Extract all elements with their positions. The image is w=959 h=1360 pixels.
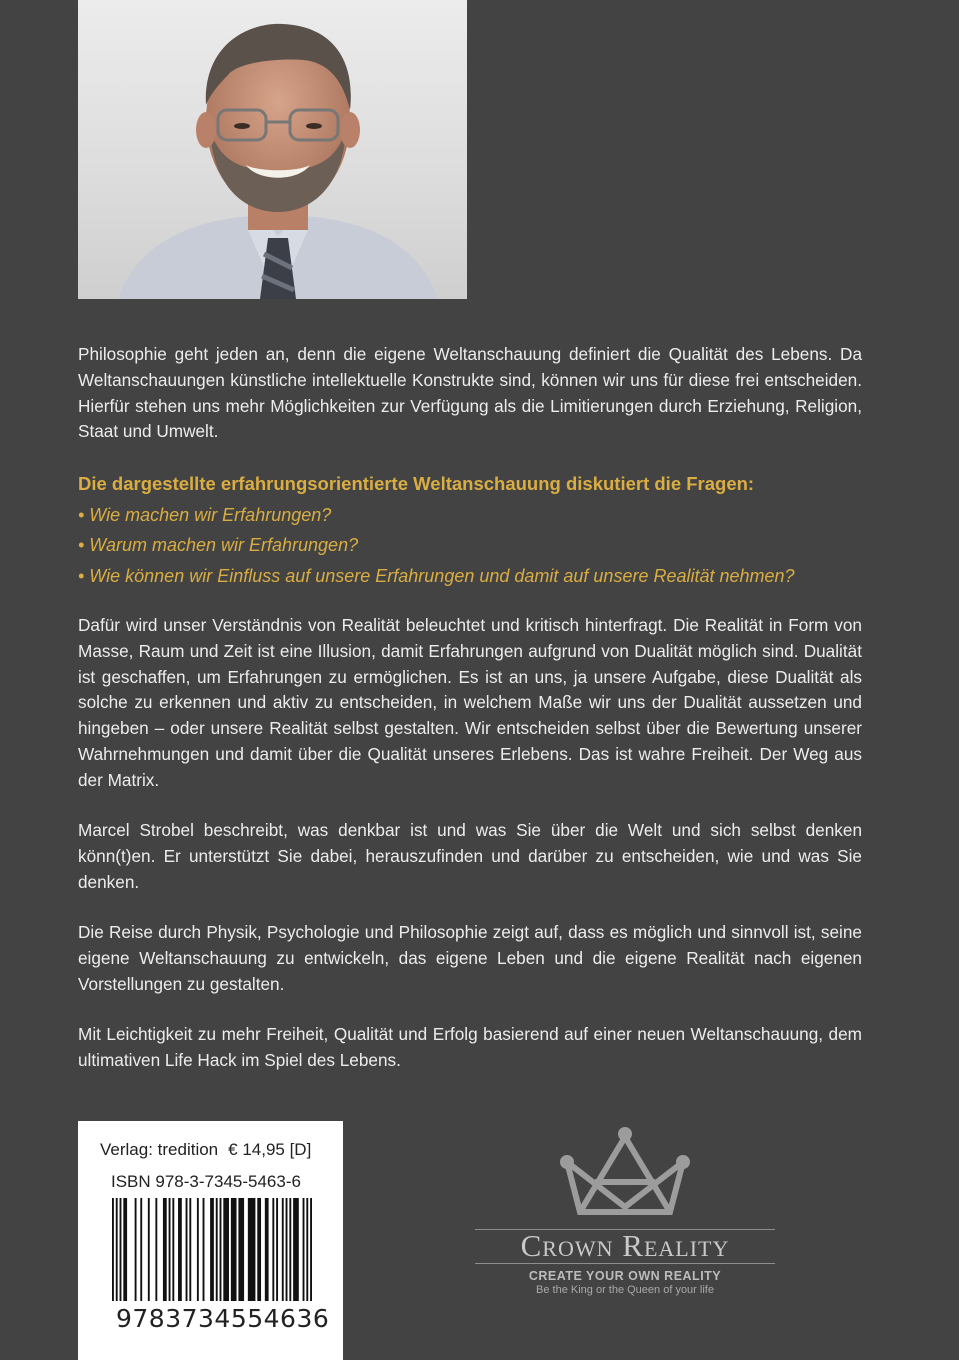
publisher-label: Verlag: tredition [100,1140,219,1159]
barcode-bar [220,1198,222,1301]
logo-tagline: CREATE YOUR OWN REALITY [528,1269,722,1283]
question-item: • Wie machen wir Erfahrungen? [78,504,332,525]
crown-icon [555,1122,695,1227]
barcode-bar [303,1198,305,1301]
barcode-bar [155,1198,157,1301]
reality-text: Dafür wird unser Verständnis von Realität beleuchtet und kritisch hinterfragt. Die Realität in Form von Masse, Raum und Zeit ist eine Illusion, damit Erfahrungen aufgrund von Dualität möglich sind. Dualität ist geschaffen, um Erfahrungen zu ermöglichen. Es ist an uns, ja unsere Aufgabe, diese Dualität als solche zu erkennen und aktiv zu entscheiden, in welchem Maße wir uns der Dualität aussetzen und hingeben – oder unsere Realität selbst gestalten. Wir entscheiden selbst über die Bewertung unserer Wahrnehmungen und damit über die Qualität unseres Erlebens. Das ist wahre Freiheit. Der Weg aus der Matrix. [78,615,862,790]
barcode-bar [169,1198,171,1301]
barcode-bar [248,1198,256,1301]
barcode-bar [282,1198,284,1301]
logo-subtagline: Be the King or the Queen of your life [536,1284,714,1296]
barcode-box [78,1121,343,1360]
barcode-graphic [112,1198,312,1301]
journey-paragraph [78,920,862,997]
barcode-bar [238,1198,244,1301]
barcode-bar [140,1198,142,1301]
barcode-bar [148,1198,150,1301]
barcode-bar [116,1198,118,1301]
questions-list [78,469,878,591]
barcode-bar [286,1198,288,1301]
barcode-digits: 9783734554636 [116,1304,330,1333]
barcode-bar [265,1198,269,1301]
author-photo [78,0,467,299]
author-portrait-illustration [78,0,467,299]
barcode-bar [306,1198,308,1301]
question-item: • Wie können wir Einfluss auf unsere Erfahrungen und damit auf unsere Realität nehmen? [78,565,795,586]
barcode-bar [203,1198,205,1301]
barcode-bar [289,1198,291,1301]
barcode-bar [310,1198,312,1301]
isbn-label: ISBN 978-3-7345-5463-6 [111,1172,301,1191]
logo-rule-bottom [475,1263,775,1264]
barcode-bar [186,1198,188,1301]
barcode-bar [112,1198,114,1301]
crown-reality-logo [470,1122,780,1307]
barcode-bar [223,1198,229,1301]
barcode-bar [120,1198,122,1301]
barcode-bar [163,1198,167,1301]
barcode-bar [272,1198,274,1301]
barcode-bar [123,1198,127,1301]
publisher-price-line [100,1140,311,1160]
author-paragraph [78,818,862,895]
logo-brand: Crown Reality [520,1228,730,1263]
barcode-bar [276,1198,278,1301]
closing-text: Mit Leichtigkeit zu mehr Freiheit, Qualität und Erfolg basierend auf einer neuen Weltanschauung, dem ultimativen Life Hack im Spiel des Lebens. [78,1024,862,1070]
price-label: € 14,95 [D] [228,1140,312,1159]
journey-text: Die Reise durch Physik, Psychologie und Philosophie zeigt auf, dass es möglich und sinnvoll ist, seine eigene Weltanschauung zu entwickeln, das eigene Leben und die eigene Realität nach eigenen Vorstellungen zu gestalten. [78,922,862,994]
barcode-bar [172,1198,174,1301]
barcode-bar [231,1198,237,1301]
question-item: • Warum machen wir Erfahrungen? [78,535,359,555]
barcode-bar [216,1198,218,1301]
barcode-bar [178,1198,182,1301]
barcode-bar [197,1198,199,1301]
author-text: Marcel Strobel beschreibt, was denkbar ist und was Sie über die Welt und sich selbst denken könn(t)en. Er unterstützt Sie dabei, herauszufinden und darüber zu entscheiden, wie und was Sie denken. [78,820,862,892]
questions-heading: Die dargestellte erfahrungsorientierte Weltanschauung diskutiert die Fragen: [78,473,755,494]
barcode-bar [210,1198,214,1301]
intro-text: Philosophie geht jeden an, denn die eigene Weltanschauung definiert die Qualität des Lebens. Da Weltanschauungen künstliche intellektuelle Konstrukte sind, können wir uns für diese frei entscheiden. Hierfür stehen uns mehr Möglichkeiten zur Verfügung als die Limitierungen durch Erziehung, Religion, Staat und Umwelt. [78,344,862,442]
reality-paragraph [78,613,862,794]
barcode-bar [135,1198,137,1301]
barcode-bar [189,1198,191,1301]
barcode-bar [293,1198,299,1301]
intro-paragraph [78,342,862,445]
barcode-bar [257,1198,261,1301]
closing-paragraph [78,1022,862,1074]
